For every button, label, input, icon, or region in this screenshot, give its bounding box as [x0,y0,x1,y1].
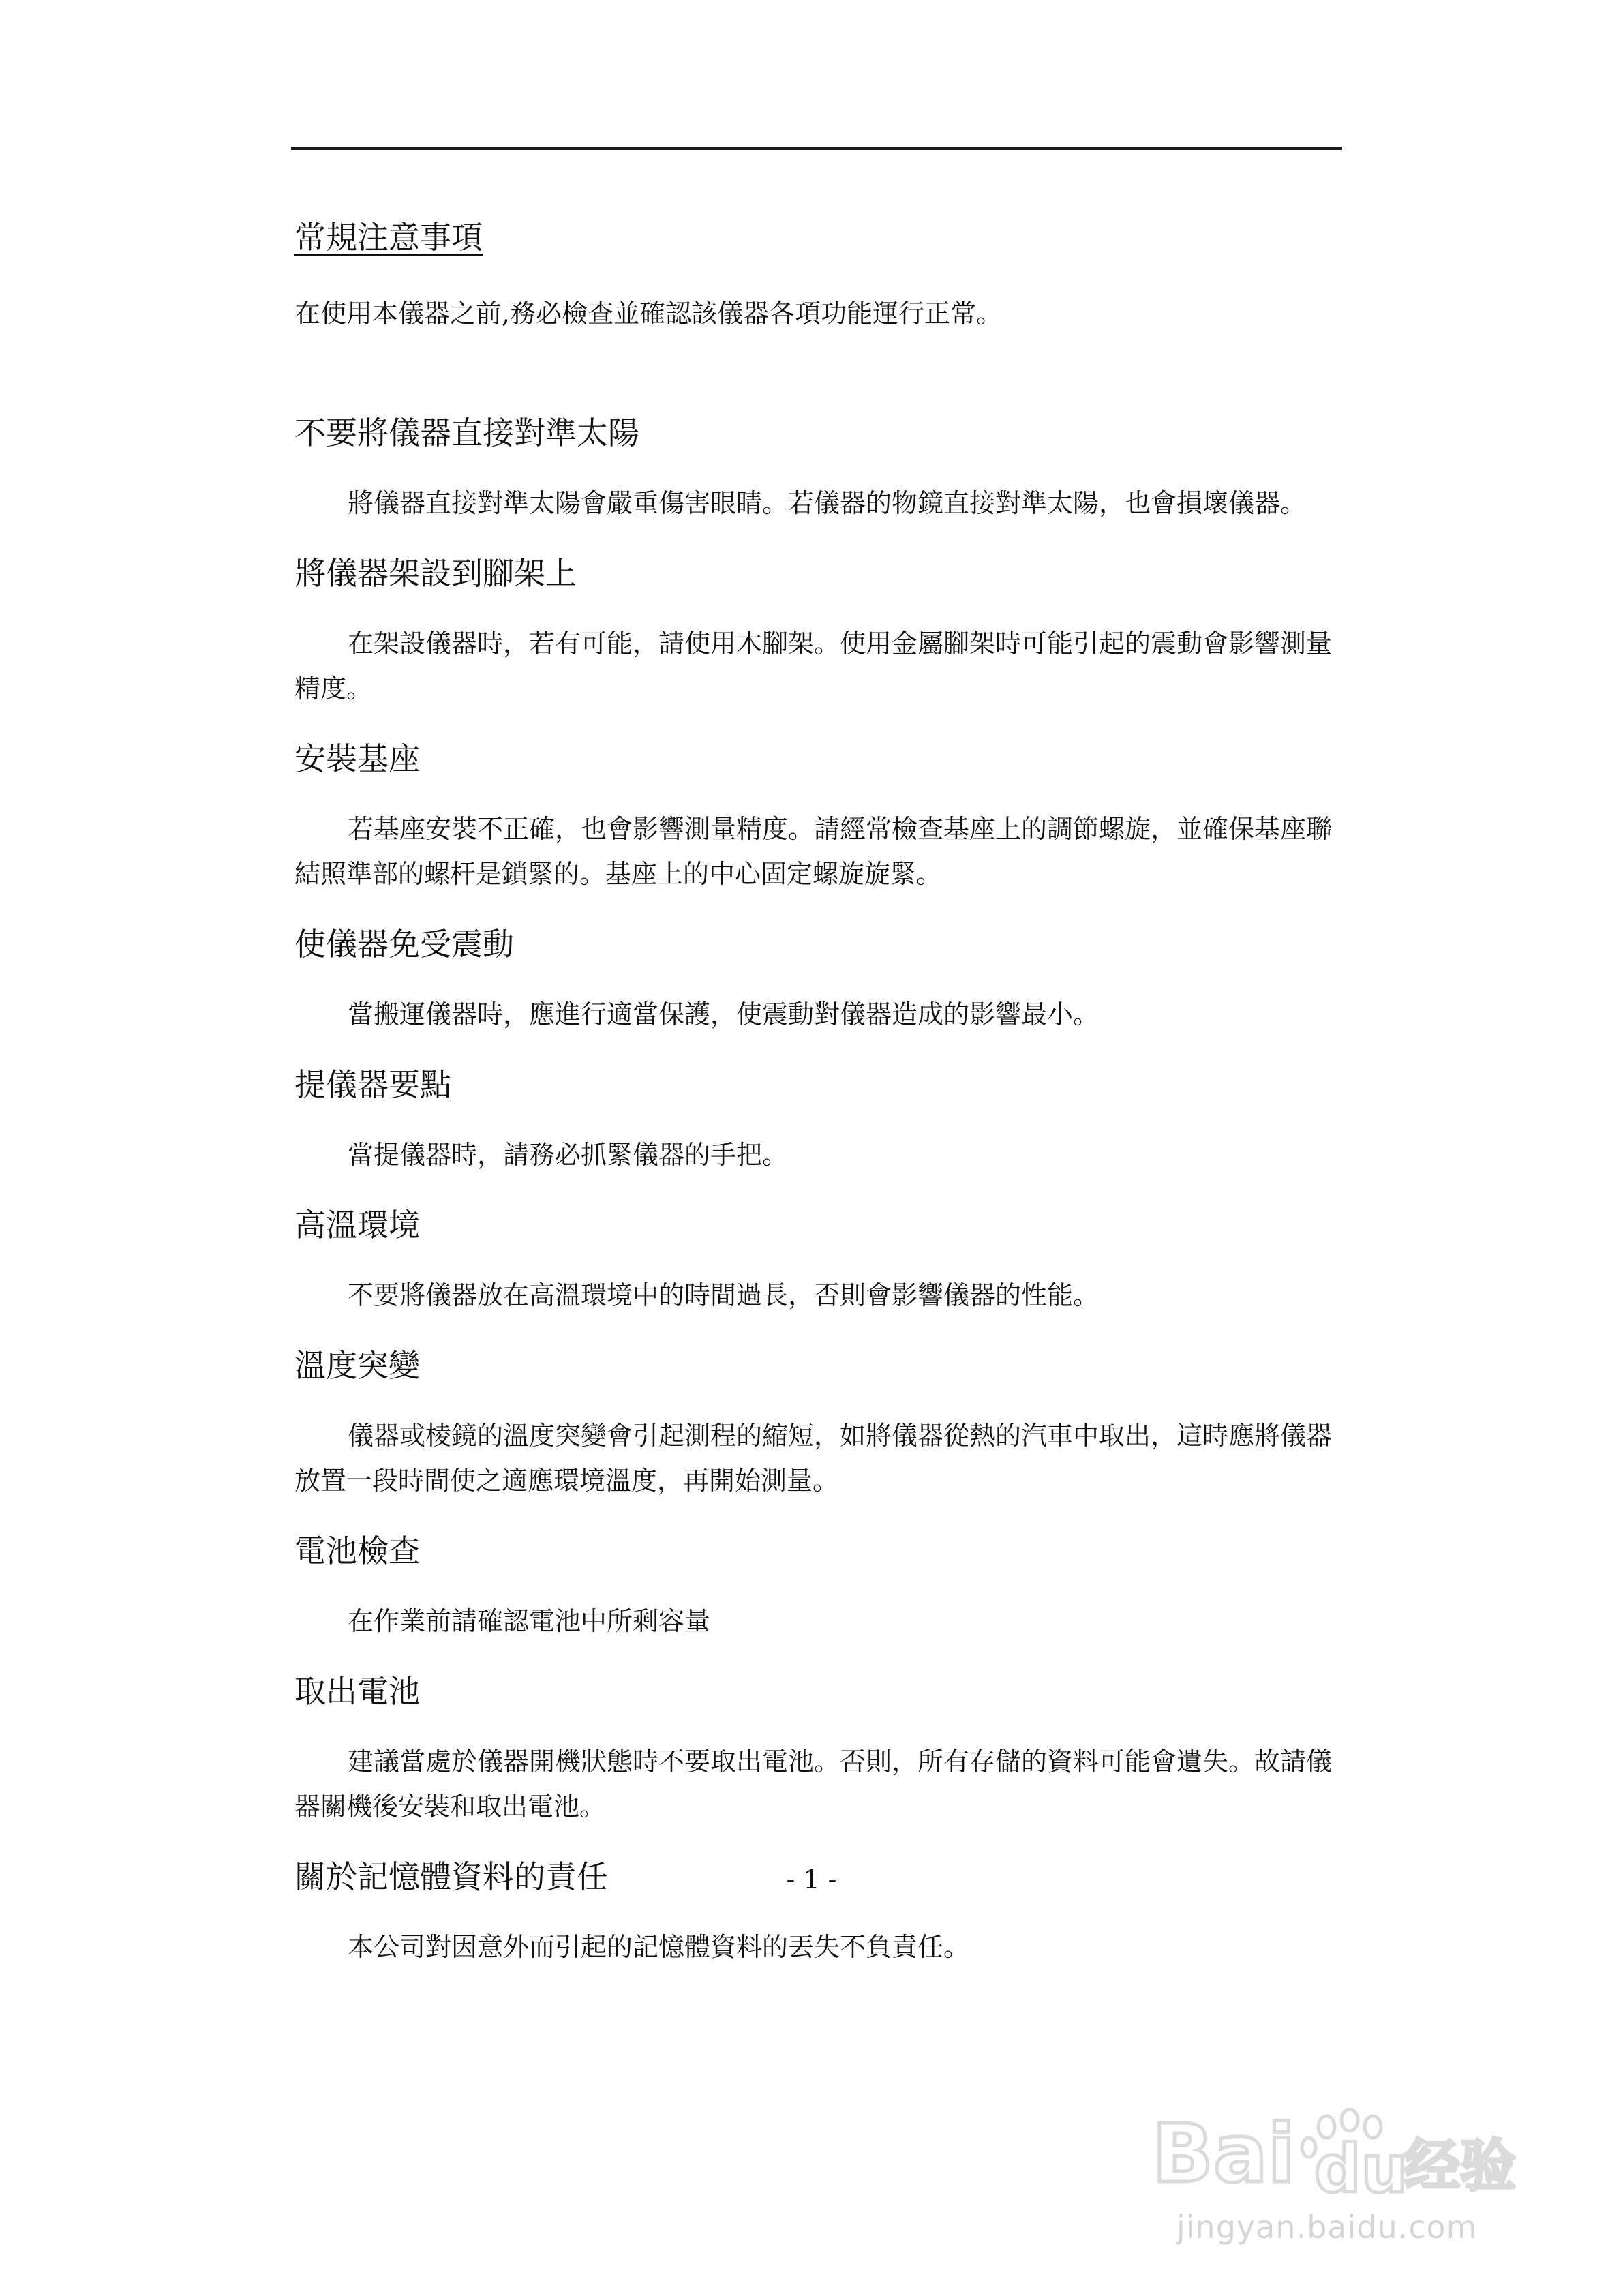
intro-paragraph: 在使用本儀器之前,務必檢查並確認該儀器各項功能運行正常。 [294,299,1003,329]
section-heading: 安裝基座 [294,740,420,777]
section-heading: 不要將儀器直接對準太陽 [294,414,639,451]
section-tribrach [294,738,1344,896]
section-body: 本公司對因意外而引起的記憶體資料的丟失不負責任。 [348,1932,970,1962]
section-body: 當搬運儀器時，應進行適當保護，使震動對儀器造成的影響最小。 [348,999,1099,1029]
svg-text:经验: 经验 [1404,2134,1517,2199]
section-body: 在架設儀器時，若有可能，請使用木腳架。使用金屬腳架時可能引起的震動會影響測量精度。 [294,629,1333,704]
section-heading: 提儀器要點 [294,1066,451,1103]
section-heading: 溫度突變 [294,1347,420,1384]
section-sun [294,412,1344,526]
section-body: 若基座安裝不正確，也會影響測量精度。請經常檢查基座上的調節螺旋，並確保基座聯結照準部的螺杆是鎖緊的。基座上的中心固定螺旋旋緊。 [294,814,1333,889]
section-heading: 高溫環境 [294,1207,420,1243]
baidu-jingyan-watermark [1152,2106,1534,2250]
section-body: 建議當處於儀器開機狀態時不要取出電池。否則，所有存儲的資料可能會遺失。故請儀器關機後安裝和取出電池。 [294,1747,1333,1822]
section-body: 將儀器直接對準太陽會嚴重傷害眼睛。若儀器的物鏡直接對準太陽，也會損壞儀器。 [348,488,1307,518]
document-content [294,217,1344,1969]
section-heading: 將儀器架設到腳架上 [294,555,577,592]
svg-text:du: du [1314,2131,1408,2202]
watermark-url: jingyan.baidu.com [1177,2209,1478,2246]
baidu-logo-icon [1152,2106,1534,2202]
section-carrying [294,1064,1344,1177]
section-battery-removal [294,1671,1344,1829]
page-title: 常規注意事項 [294,219,483,256]
section-tripod [294,553,1344,711]
section-body: 當提儀器時，請務必抓緊儀器的手把。 [348,1140,789,1170]
section-body: 在作業前請確認電池中所剩容量 [348,1606,711,1636]
section-high-temperature [294,1205,1344,1318]
page-number: - 1 - [786,1864,837,1894]
header-rule [291,147,1342,150]
section-heading: 使儀器免受震動 [294,926,514,963]
section-heading: 電池檢查 [294,1532,420,1569]
section-battery-check [294,1530,1344,1644]
section-body: 不要將儀器放在高溫環境中的時間過長，否則會影響儀器的性能。 [348,1280,1099,1310]
section-body: 儀器或棱鏡的溫度突變會引起測程的縮短，如將儀器從熱的汽車中取出，這時應將儀器放置一段時間使之適應環境溫度，再開始測量。 [294,1421,1333,1496]
section-temperature-change [294,1345,1344,1503]
svg-text:Bai: Bai [1152,2106,1296,2201]
section-vibration [294,924,1344,1037]
section-heading: 取出電池 [294,1673,420,1710]
section-heading: 關於記憶體資料的責任 [294,1858,608,1895]
